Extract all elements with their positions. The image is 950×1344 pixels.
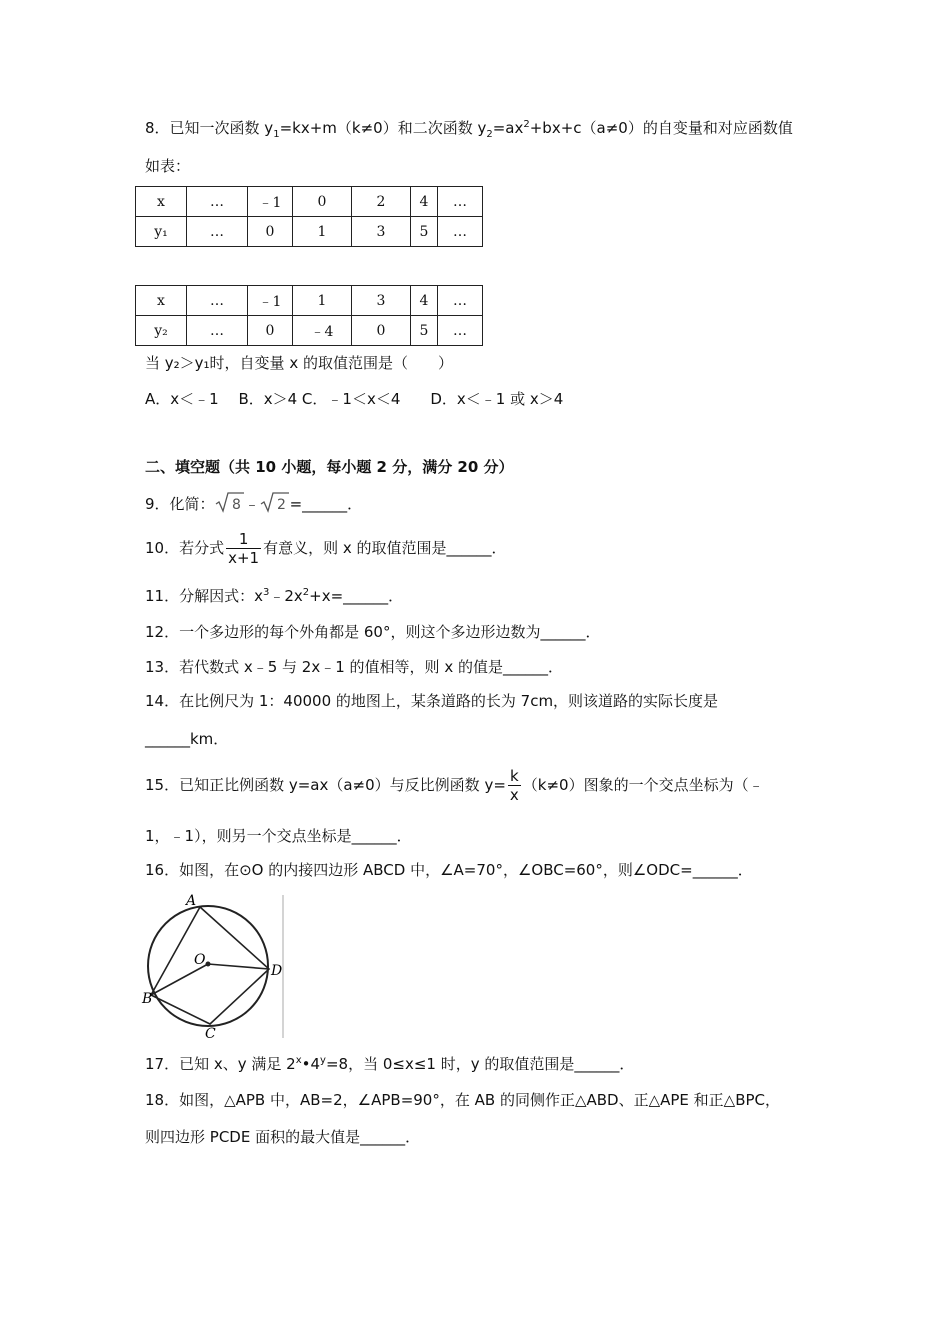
value-table-y2 [135, 285, 483, 346]
table-row: x … ﹣1 0 2 4 … [136, 187, 483, 217]
value-table-y1 [135, 186, 483, 247]
q8-line1: 8．已知一次函数 $y_1=kx+m(k\ne 0)$和二次函数 $y_2=ax^2+bx+c(a\ne 0)$的自变量和对应函数值 [145, 119, 793, 140]
svg-text:8: 8 [231, 497, 241, 513]
q18-line1: 18．如图，△APB 中，AB=2，∠APB=90°，在 AB 的同侧作正△ABD、正△APE 和正△BPC， [145, 1091, 781, 1109]
q8-options: A．x＜﹣1 B．x＞4 C．﹣1＜x＜4 D．x＜﹣1 或 x＞4 [145, 390, 564, 408]
label-b: B [142, 991, 153, 1007]
label-c: C [205, 1026, 216, 1042]
circle-quadrilateral-figure [140, 890, 290, 1042]
q8-question: 当 y₂＞y₁时，自变量 x 的取值范围是（ ） [145, 354, 453, 372]
q10: 10．若分式 $\frac{1}{x+1}$ 有意义，则 x 的取值范围是______． [145, 530, 507, 567]
q16: 16．如图，在⊙O 的内接四边形 ABCD 中，∠A=70°，∠OBC=60°，则∠ODC=______． [145, 861, 753, 879]
section-title: 二、填空题（共 10 小题，每小题 2 分，满分 20 分） [145, 458, 514, 476]
sqrt-8 [215, 491, 245, 518]
center-dot [206, 962, 211, 967]
table-row: y₁ … 0 1 3 5 … [136, 217, 483, 247]
q14-line2: ______km． [145, 730, 229, 748]
sqrt-2 [260, 491, 290, 518]
q12: 12．一个多边形的每个外角都是 60°，则这个多边形边数为______． [145, 623, 601, 641]
fraction: $\frac{1}{x+1}$ [228, 530, 260, 567]
label-o: O [194, 952, 206, 968]
table-row: x … ﹣1 1 3 4 … [136, 286, 483, 316]
q15-line1: 15．已知正比例函数 y=ax（a≠0）与反比例函数 y= $\frac{k}{x}$ （k≠0）图象的一个交点坐标为（﹣ [145, 767, 764, 804]
q9: 9．化简： 8 ﹣ 2 =______． [145, 491, 362, 518]
q15-line2: 1，﹣1），则另一个交点坐标是______． [145, 827, 412, 845]
q13: 13．若代数式 x﹣5 与 2x﹣1 的值相等，则 x 的值是______． [145, 658, 563, 676]
table-row: y₂ … 0 ﹣4 0 5 … [136, 316, 483, 346]
q18-line2: 则四边形 PCDE 面积的最大值是______． [145, 1128, 421, 1146]
label-d: D [271, 963, 283, 979]
segment-od [208, 964, 269, 969]
q11: 11．分解因式：$x^3﹣2x^2+x=\_\_\_\_\_\_$． [145, 587, 404, 605]
q8-line2: 如表： [145, 157, 191, 175]
label-a: A [186, 893, 197, 909]
q17: 17．已知 x、y 满足 $2^x•4^y=8$，当 0≤x≤1 时，y 的取值范围是______． [145, 1055, 635, 1073]
fraction: $\frac{k}{x}$ [509, 767, 519, 804]
svg-text:2: 2 [276, 497, 286, 513]
q14-line1: 14．在比例尺为 1：40000 的地图上，某条道路的长为 7cm，则该道路的实际长度是 [145, 692, 719, 710]
